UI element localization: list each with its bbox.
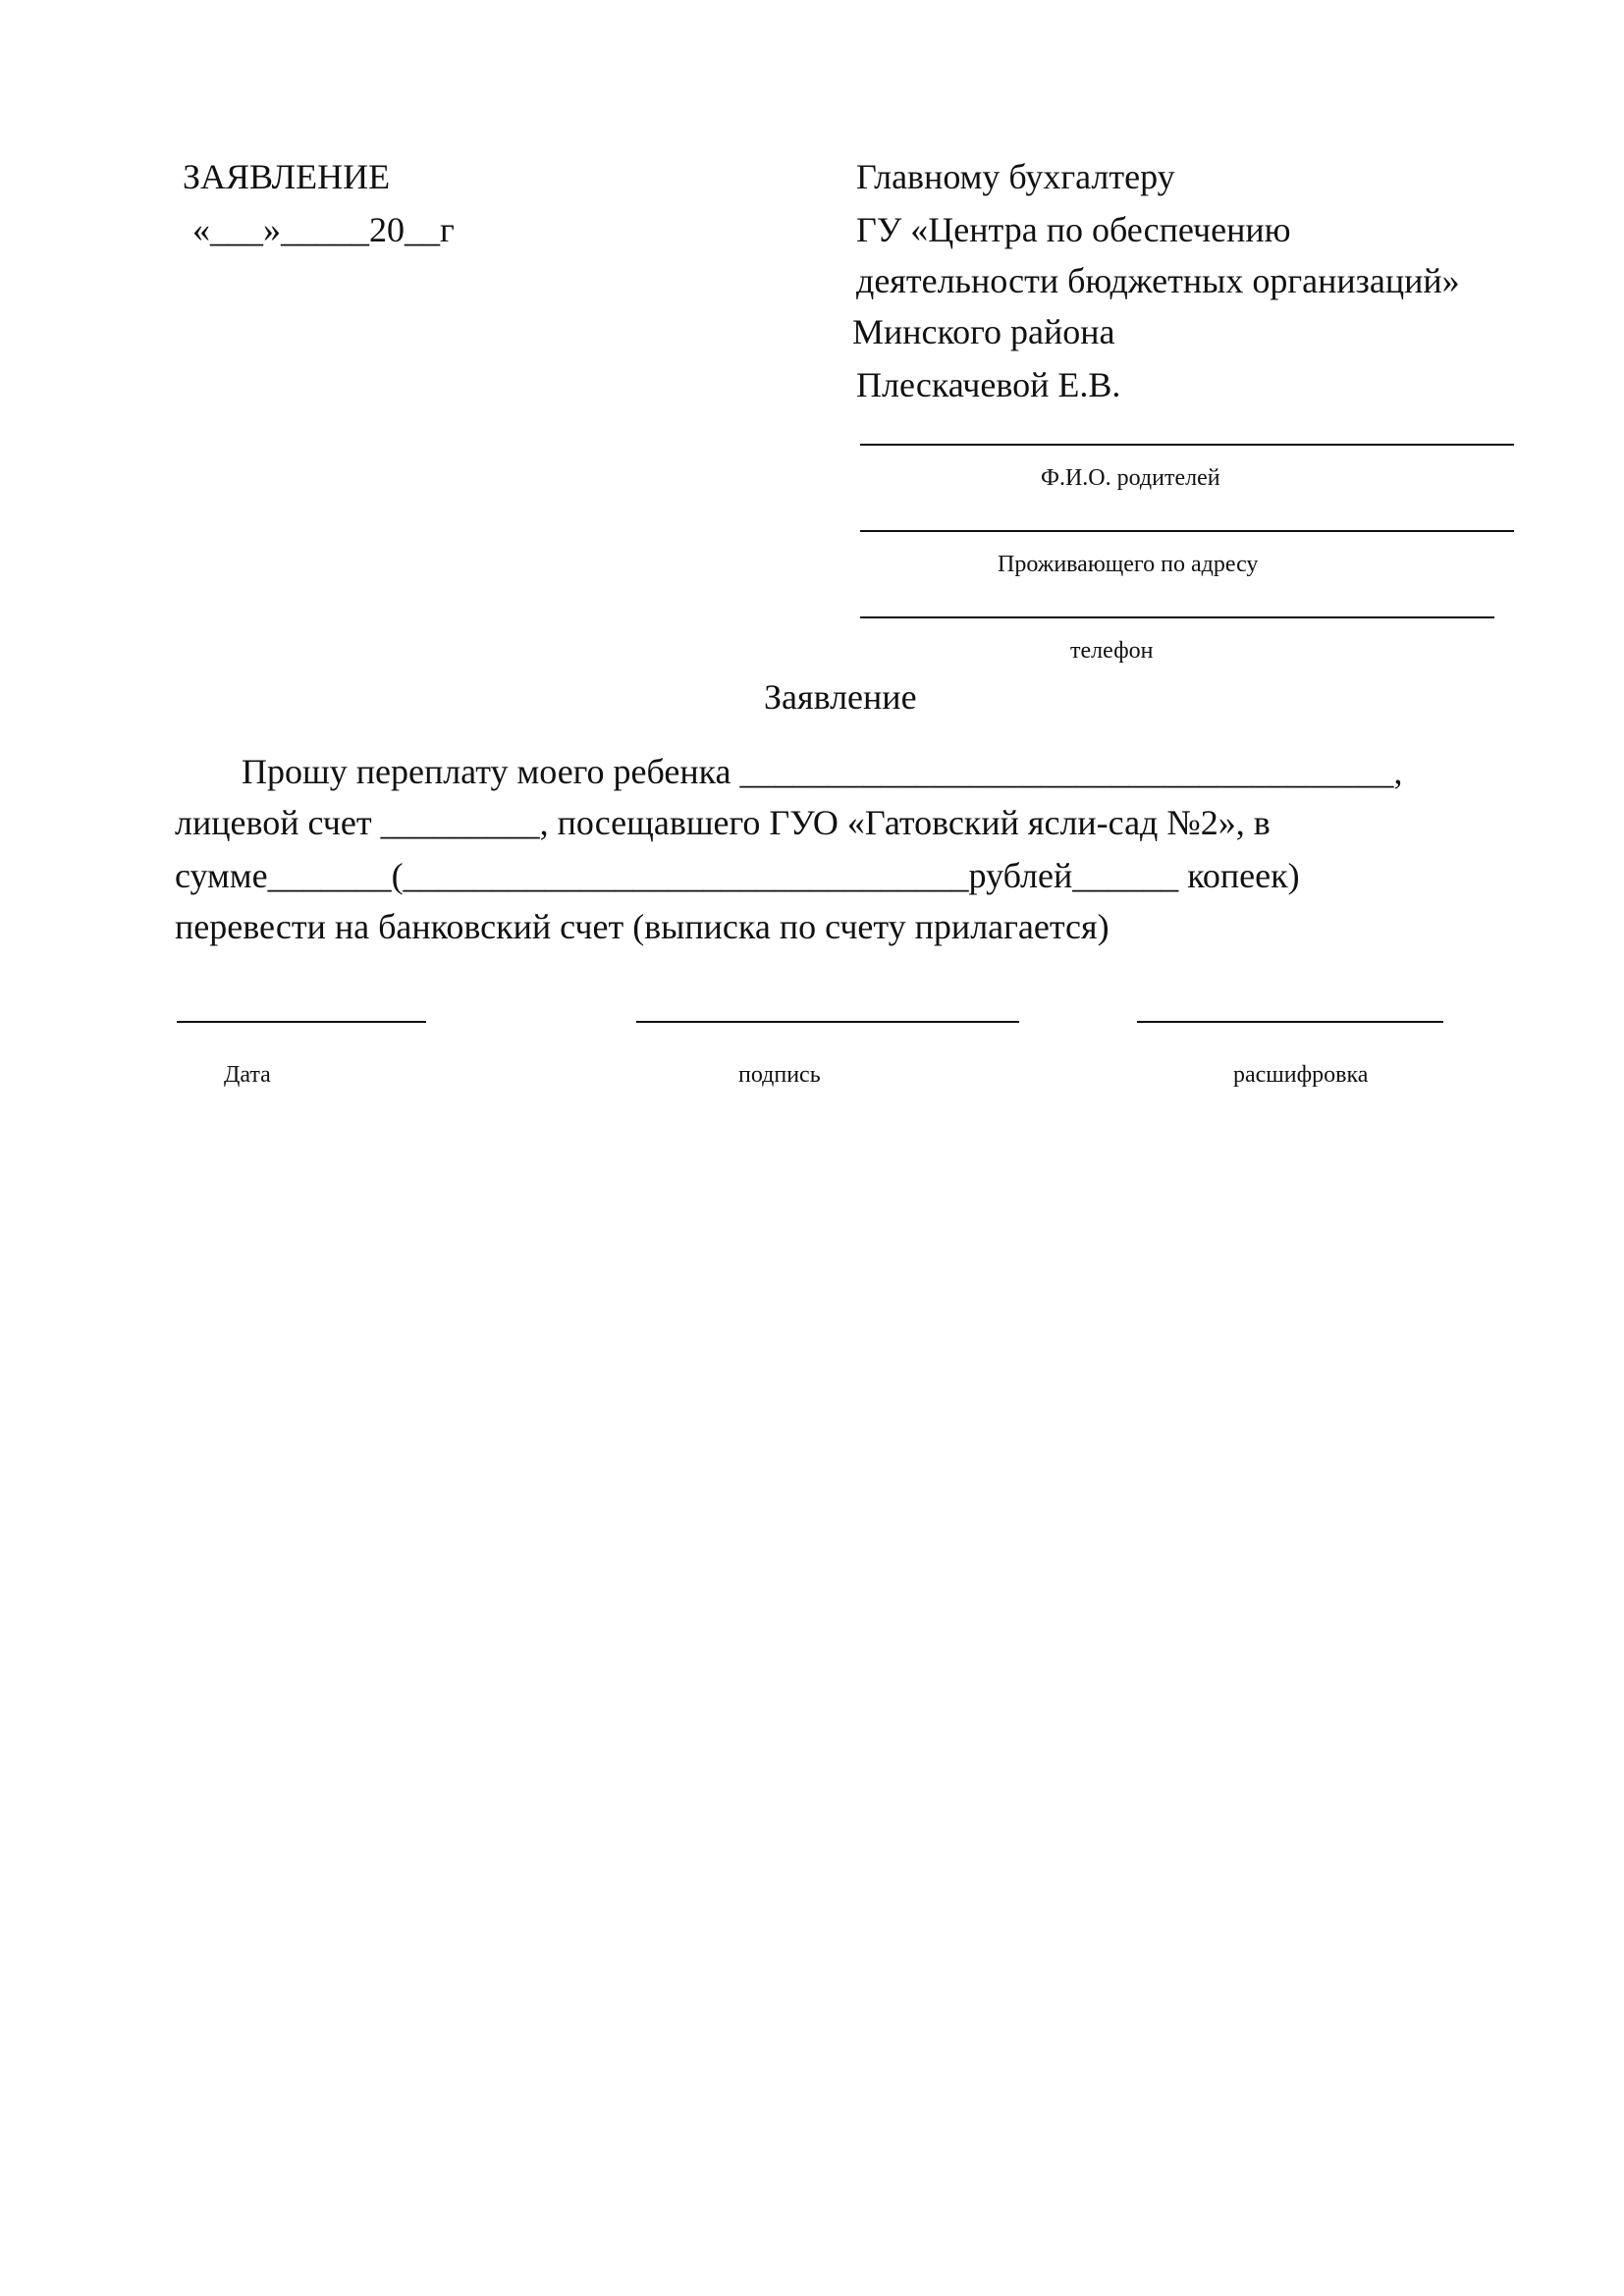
body-heading: Заявление	[764, 677, 917, 717]
addressee-line-5: Плескачевой Е.В.	[856, 365, 1121, 404]
date-line: «___»_____20__г	[192, 210, 455, 249]
decoding-line[interactable]	[1137, 1021, 1443, 1023]
body-line-4: перевести на банковский счет (выписка по счету прилагается)	[175, 907, 1110, 946]
address-caption: Проживающего по адресу	[998, 552, 1259, 577]
body-line-3: сумме_______(________________________________рублей______ копеек)	[175, 856, 1300, 895]
body-line-2: лицевой счет _________, посещавшего ГУО «Гатовский ясли-сад №2», в	[175, 803, 1271, 842]
decoding-caption: расшифровка	[1233, 1062, 1369, 1088]
address-line[interactable]	[860, 530, 1514, 532]
signature-caption: подпись	[738, 1062, 821, 1088]
addressee-line-4: Минского района	[852, 312, 1115, 351]
signature-line[interactable]	[636, 1021, 1019, 1023]
body-line-1: Прошу переплату моего ребенка _____________________________________,	[242, 752, 1403, 791]
parents-name-caption: Ф.И.О. родителей	[1041, 465, 1220, 491]
addressee-line-1: Главному бухгалтеру	[856, 157, 1175, 196]
phone-line[interactable]	[860, 616, 1494, 618]
parents-name-line[interactable]	[860, 444, 1514, 446]
addressee-line-3: деятельности бюджетных организаций»	[856, 261, 1460, 300]
document-title: ЗАЯВЛЕНИЕ	[183, 157, 391, 196]
date-signature-line[interactable]	[177, 1021, 426, 1023]
date-caption: Дата	[224, 1062, 271, 1088]
phone-caption: телефон	[1070, 638, 1154, 664]
addressee-line-2: ГУ «Центра по обеспечению	[856, 210, 1291, 249]
